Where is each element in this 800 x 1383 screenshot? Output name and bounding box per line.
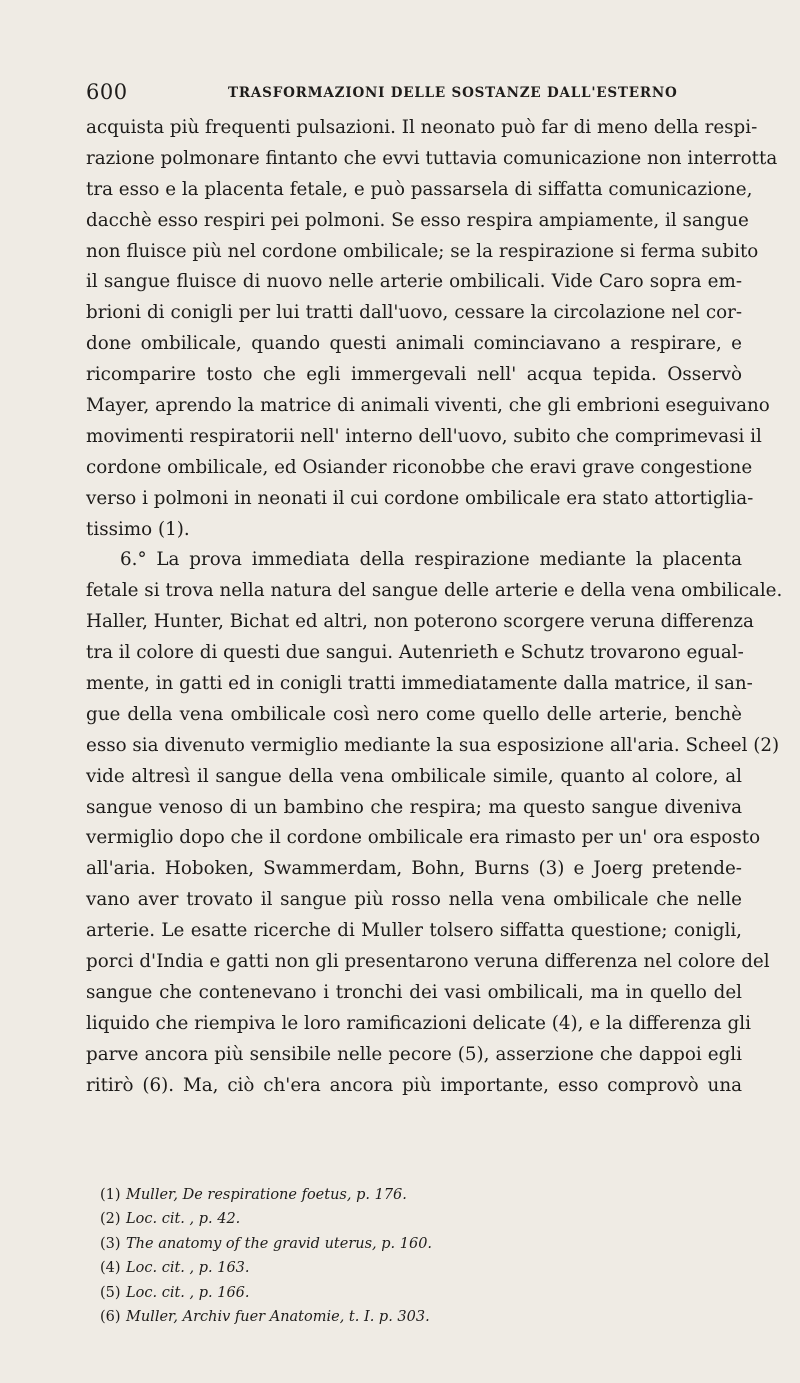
footnote xyxy=(100,1232,720,1256)
text-line: mente, in gatti ed in conigli tratti immediatamente dalla matrice, il san- xyxy=(86,673,753,695)
text-line: cordone ombilicale, ed Osiander riconobbe che eravi grave congestione xyxy=(86,456,753,478)
text-line: vide altresì il sangue della vena ombilicale simile, quanto al colore, al xyxy=(86,765,742,787)
page-header xyxy=(86,80,740,104)
footnote xyxy=(100,1305,720,1329)
footnote-text: Loc. cit. , p. 166. xyxy=(126,1284,250,1301)
text-line: tra esso e la placenta fetale, e può passarsela di siffatta comunicazione, xyxy=(86,178,753,200)
text-line: ricomparire tosto che egli immergevali nell' acqua tepida. Osservò xyxy=(86,364,742,386)
text-line: Mayer, aprendo la matrice di animali viventi, che gli embrioni eseguivano xyxy=(86,395,770,417)
text-line: tissimo (1). xyxy=(86,518,190,540)
text-line: Haller, Hunter, Bichat ed altri, non poterono scorgere veruna differenza xyxy=(86,611,754,633)
footnote-text: The anatomy of the gravid uterus, p. 160. xyxy=(126,1235,433,1252)
footnote-number: (6) xyxy=(100,1309,121,1326)
footnote xyxy=(100,1256,720,1280)
footnote xyxy=(100,1183,720,1207)
footnote-number: (1) xyxy=(100,1187,121,1203)
text-line: fetale si trova nella natura del sangue delle arterie e della vena ombilicale. xyxy=(86,580,783,602)
text-line: gue della vena ombilicale così nero come quello delle arterie, benchè xyxy=(86,703,742,725)
text-line: razione polmonare fintanto che evvi tuttavia comunicazione non interrotta xyxy=(86,147,778,169)
text-line: acquista più frequenti pulsazioni. Il neonato può far di meno della respi- xyxy=(86,117,758,138)
text-line: parve ancora più sensibile nelle pecore (5), asserzione che dappoi egli xyxy=(86,1043,742,1065)
text-line: arterie. Le esatte ricerche di Muller tolsero siffatta questione; conigli, xyxy=(86,920,742,942)
footnote-number: (2) xyxy=(100,1211,121,1228)
text-line: sangue venoso di un bambino che respira; ma questo sangue diveniva xyxy=(86,796,742,818)
text-line: porci d'India e gatti non gli presentarono veruna differenza nel colore del xyxy=(86,951,770,973)
footnote-number: (4) xyxy=(100,1260,121,1277)
text-line: sangue che contenevano i tronchi dei vasi ombilicali, ma in quello del xyxy=(86,981,742,1003)
text-line: tra il colore di questi due sangui. Autenrieth e Schutz trovarono egual- xyxy=(86,642,744,664)
text-line: non fluisce più nel cordone ombilicale; se la respirazione si ferma subito xyxy=(86,240,759,262)
body-text xyxy=(86,113,783,1102)
footnote-text: Muller, De respiratione foetus, p. 176. xyxy=(126,1187,407,1203)
text-line: brioni di conigli per lui tratti dall'uovo, cessare la circolazione nel cor- xyxy=(86,302,742,324)
footnote xyxy=(100,1207,720,1231)
text-line: all'aria. Hoboken, Swammerdam, Bohn, Burns (3) e Joerg pretende- xyxy=(86,858,742,880)
text-line: movimenti respiratorii nell' interno dell'uovo, subito che comprimevasi il xyxy=(86,425,762,447)
text-line: liquido che riempiva le loro ramificazioni delicate (4), e la differenza gli xyxy=(86,1012,751,1034)
text-line: verso i polmoni in neonati il cui cordone ombilicale era stato attortiglia- xyxy=(86,487,754,509)
footnote-number: (5) xyxy=(100,1284,121,1301)
page-number: 600 xyxy=(86,80,128,104)
text-line: esso sia divenuto vermiglio mediante la sua esposizione all'aria. Scheel (2) xyxy=(86,734,780,756)
text-line: done ombilicale, quando questi animali cominciavano a respirare, e xyxy=(86,333,742,355)
running-head: TRASFORMAZIONI DELLE SOSTANZE DALL'ESTERNO xyxy=(228,85,678,101)
text-line: il sangue fluisce di nuovo nelle arterie ombilicali. Vide Caro sopra em- xyxy=(86,271,742,293)
text-line: ritirò (6). Ma, ciò ch'era ancora più importante, esso comprovò una xyxy=(86,1074,742,1096)
text-line: vano aver trovato il sangue più rosso nella vena ombilicale che nelle xyxy=(86,889,742,911)
footnote-text: Muller, Archiv fuer Anatomie, t. I. p. 303. xyxy=(126,1309,430,1326)
footnotes xyxy=(100,1183,720,1329)
footnote-text: Loc. cit. , p. 42. xyxy=(126,1211,241,1228)
paragraph-start-line: 6.° La prova immediata della respirazione mediante la placenta xyxy=(120,549,742,571)
footnote-number: (3) xyxy=(100,1235,121,1252)
text-line: vermiglio dopo che il cordone ombilicale era rimasto per un' ora esposto xyxy=(86,827,761,849)
footnote-text: Loc. cit. , p. 163. xyxy=(126,1260,250,1277)
footnote xyxy=(100,1281,720,1305)
text-line: dacchè esso respiri pei polmoni. Se esso respira ampiamente, il sangue xyxy=(86,209,749,231)
